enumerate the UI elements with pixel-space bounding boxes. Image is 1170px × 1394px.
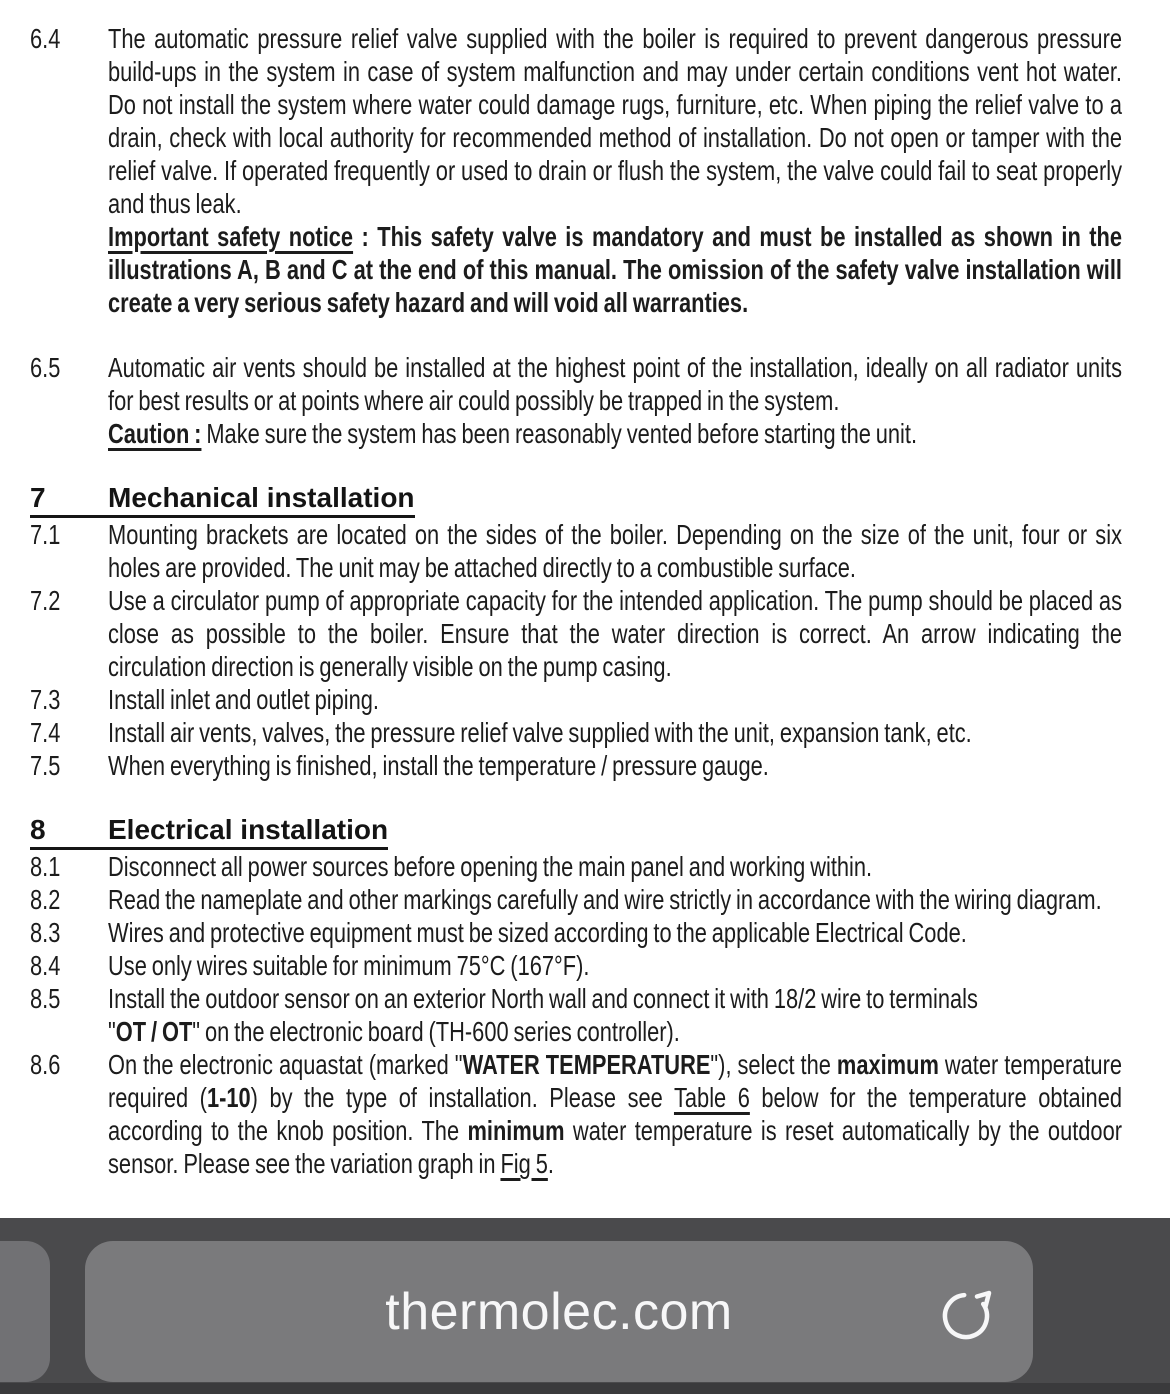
item-text	[108, 584, 1122, 683]
text-line	[108, 749, 1122, 782]
text-run: Table 6	[673, 1082, 750, 1113]
item-text	[108, 982, 1122, 1048]
previous-tab-peek[interactable]	[0, 1241, 50, 1382]
section-item	[30, 982, 978, 1048]
section-item	[30, 584, 1122, 683]
item-text	[108, 518, 1122, 584]
text-run: Wires and protective equipment must be sized according to the applicable Electrical Code.	[108, 917, 967, 948]
text-run: OT / OT	[115, 1016, 193, 1047]
text-line	[108, 253, 1122, 286]
safari-bottom-bar	[0, 1218, 1170, 1394]
text-line	[108, 384, 1122, 417]
text-run: On the electronic aquastat (marked "	[108, 1049, 463, 1080]
text-line	[108, 551, 1122, 584]
section-item	[30, 850, 919, 883]
text-run: ) by the type of installation. Please see	[250, 1082, 674, 1113]
section-item	[30, 1048, 1122, 1180]
item-number: 6.4	[30, 23, 61, 54]
text-line	[108, 617, 1122, 650]
item-number: 8.1	[30, 851, 61, 882]
text-run: Caution :	[108, 418, 202, 449]
section-heading	[30, 482, 1170, 518]
url-field[interactable]	[85, 1241, 1033, 1382]
text-run: relief valve. If operated frequently or used to drain or flush the system, the valve could fail to seat properly	[108, 155, 1122, 186]
item-number: 8.6	[30, 1049, 61, 1080]
text-run: build-ups in the system in case of system malfunction and may under certain conditions vent hot water.	[108, 56, 1122, 87]
section-heading	[30, 814, 1170, 850]
text-run: illustrations A, B and C at the end of this manual. The omission of the safety valve installation will	[108, 254, 1122, 285]
item-number: 7.1	[30, 519, 61, 550]
text-run: 1-10	[206, 1082, 251, 1113]
text-line	[108, 22, 1122, 55]
text-run: Important safety notice	[108, 221, 354, 252]
text-run: holes are provided. The unit may be attached directly to a combustible surface.	[108, 552, 856, 583]
text-run: circulation direction is generally visible on the pump casing.	[108, 651, 672, 682]
section-item	[30, 749, 919, 782]
section-title: Mechanical installation	[108, 482, 415, 513]
text-run: Use only wires suitable for minimum 75°C (167°F).	[108, 950, 590, 981]
text-run: Install air vents, valves, the pressure relief valve supplied with the unit, expansion tank, etc.	[108, 717, 972, 748]
item-number: 7.2	[30, 585, 61, 616]
text-line	[108, 1048, 1122, 1081]
bottom-strip	[0, 1383, 1170, 1394]
item-number: 8.4	[30, 950, 61, 981]
text-run: Install the outdoor sensor on an exterior North wall and connect it with 18/2 wire to terminals	[108, 983, 978, 1014]
item-text	[108, 351, 1122, 450]
text-run: .	[547, 1148, 554, 1179]
item-text	[108, 883, 1122, 916]
text-run: minimum	[467, 1115, 565, 1146]
text-run: Mounting brackets are located on the sides of the boiler. Depending on the size of the unit, four or six	[108, 519, 1122, 550]
text-run: for best results or at points where air could possibly be trapped in the system.	[108, 385, 840, 416]
text-run: Do not install the system where water could damage rugs, furniture, etc. When piping the relief valve to a	[108, 89, 1122, 120]
section-item	[30, 351, 1122, 450]
item-text	[108, 949, 1122, 982]
text-line	[108, 883, 1122, 916]
text-line	[108, 1015, 1122, 1048]
text-line	[108, 584, 1122, 617]
reload-icon[interactable]	[939, 1283, 993, 1343]
section-title: Electrical installation	[108, 814, 389, 845]
text-run: and thus leak.	[108, 188, 242, 219]
text-line	[108, 1081, 1122, 1114]
section-heading-text	[30, 482, 415, 518]
text-line	[108, 187, 1122, 220]
text-line	[108, 55, 1122, 88]
text-run: close as possible to the boiler. Ensure that the water direction is correct. An arrow indicating the	[108, 618, 1122, 649]
text-line	[108, 88, 1122, 121]
text-line	[108, 154, 1122, 187]
text-run: Use a circulator pump of appropriate capacity for the intended application. The pump should be placed as	[108, 585, 1122, 616]
section-number: 7	[30, 482, 46, 513]
section-item	[30, 22, 1122, 319]
section-item	[30, 716, 972, 749]
text-run: Install inlet and outlet piping.	[108, 684, 379, 715]
item-number: 8.5	[30, 983, 61, 1014]
text-run: Disconnect all power sources before opening the main panel and working within.	[108, 851, 873, 882]
section-number: 8	[30, 814, 46, 845]
text-line	[108, 850, 1122, 883]
text-run: maximum	[836, 1049, 939, 1080]
section-item	[30, 916, 967, 949]
text-run: below for the temperature obtained	[749, 1082, 1122, 1113]
text-run: Fig 5	[500, 1148, 548, 1179]
text-line	[108, 220, 1122, 253]
section-item	[30, 949, 919, 982]
item-number: 7.4	[30, 717, 61, 748]
text-run: according to the knob position. The	[108, 1115, 468, 1146]
item-number: 8.3	[30, 917, 61, 948]
text-run: The automatic pressure relief valve supplied with the boiler is required to prevent dangerous pressure	[108, 23, 1122, 54]
text-run: When everything is finished, install the temperature / pressure gauge.	[108, 750, 769, 781]
item-text	[108, 22, 1122, 319]
text-run: create a very serious safety hazard and will void all warranties.	[108, 287, 749, 318]
text-line	[108, 650, 1122, 683]
text-line	[108, 417, 1122, 450]
text-run: sensor. Please see the variation graph in	[108, 1148, 501, 1179]
item-text	[108, 749, 1122, 782]
text-line	[108, 351, 1122, 384]
text-run: water temperature is reset automatically by the outdoor	[564, 1115, 1122, 1146]
text-run: : This safety valve is mandatory and must be installed as shown in the	[353, 221, 1122, 252]
text-run: water temperature	[938, 1049, 1122, 1080]
section-item	[30, 883, 1102, 916]
text-line	[108, 121, 1122, 154]
text-run: drain, check with local authority for recommended method of installation. Do not open or tamper with the	[108, 122, 1122, 153]
text-run: "	[108, 1016, 116, 1047]
text-line	[108, 916, 1122, 949]
item-text	[108, 916, 1122, 949]
section-heading-text	[30, 814, 388, 850]
text-line	[108, 982, 1122, 1015]
text-run: " on the electronic board (TH-600 series controller).	[192, 1016, 680, 1047]
text-run: Make sure the system has been reasonably vented before starting the unit.	[201, 418, 918, 449]
text-line	[108, 1114, 1122, 1147]
text-run: Read the nameplate and other markings carefully and wire strictly in accordance with the wiring diagram.	[108, 884, 1102, 915]
text-run: required (	[108, 1082, 207, 1113]
item-text	[108, 1048, 1122, 1180]
text-line	[108, 683, 1122, 716]
text-line	[108, 518, 1122, 551]
text-run: Automatic air vents should be installed at the highest point of the installation, ideally on all radiator units	[108, 352, 1122, 383]
item-number: 8.2	[30, 884, 61, 915]
section-item	[30, 683, 919, 716]
item-text	[108, 683, 1122, 716]
item-number: 7.5	[30, 750, 61, 781]
section-item	[30, 518, 1122, 584]
text-run: WATER TEMPERATURE	[462, 1049, 711, 1080]
item-text	[108, 850, 1122, 883]
url-text: thermolec.com	[385, 1282, 733, 1341]
text-line	[108, 716, 1122, 749]
item-text	[108, 716, 1122, 749]
text-line	[108, 1147, 1122, 1180]
text-line	[108, 286, 1122, 319]
item-number: 6.5	[30, 352, 61, 383]
item-number: 7.3	[30, 684, 61, 715]
text-line	[108, 949, 1122, 982]
text-run: "), select the	[710, 1049, 837, 1080]
